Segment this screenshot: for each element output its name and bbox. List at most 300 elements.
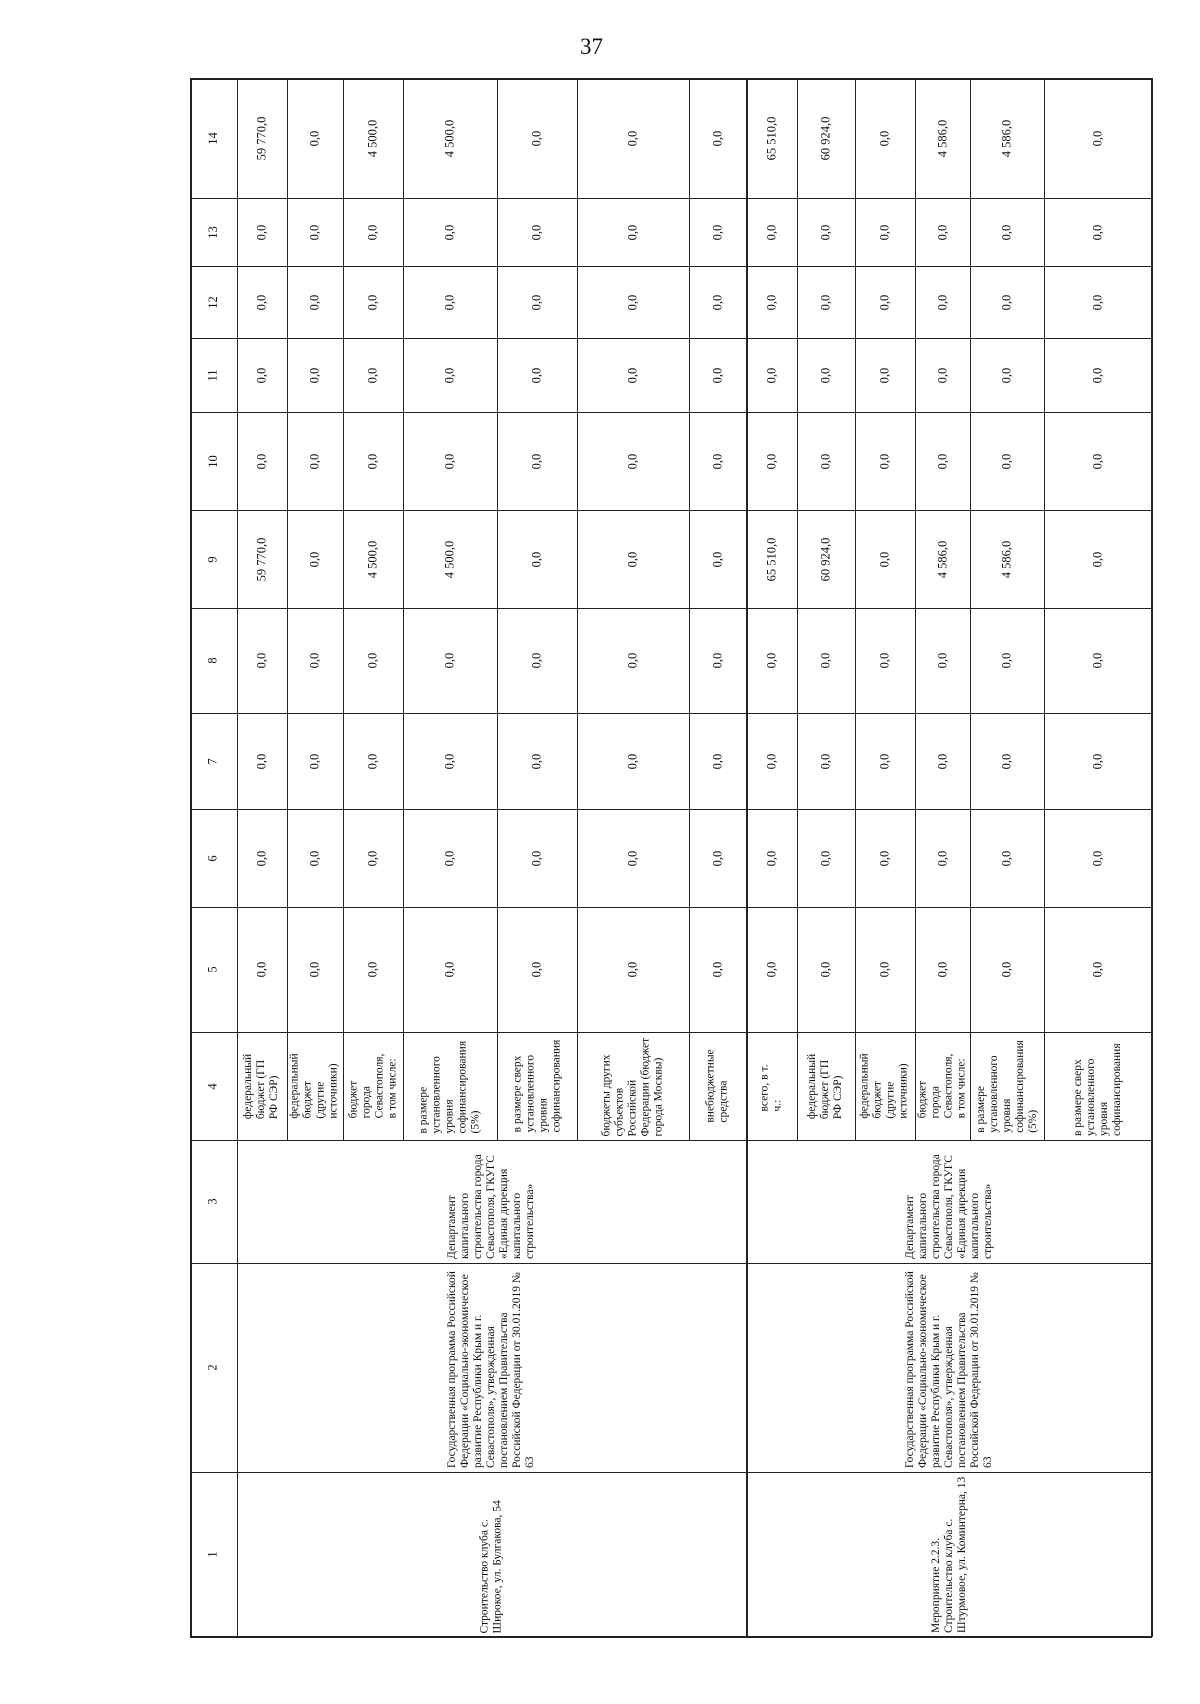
value-cell-text: 0,0	[529, 850, 544, 866]
value-cell	[237, 412, 287, 510]
activity-name-text: Мероприятие 2.2.3. Строительство клуба с. Штурмовое, ул. Коминтерна, 13	[929, 1476, 968, 1633]
value-cell-text: 0,0	[442, 961, 457, 978]
column-header-8-text: 8	[206, 657, 220, 664]
value-cell-text: 0,0	[818, 850, 833, 866]
value-cell-text: 0,0	[710, 753, 724, 769]
value-cell	[343, 809, 403, 907]
value-cell-text: 0,0	[877, 850, 892, 866]
value-cell-text: 0,0	[935, 294, 949, 310]
column-header-13	[190, 198, 237, 266]
value-cell-text: 0,0	[818, 753, 833, 769]
value-cell	[287, 713, 343, 809]
value-cell-text: 0,0	[999, 652, 1014, 669]
value-cell-text: 0,0	[1090, 294, 1105, 310]
value-cell	[1044, 809, 1152, 907]
value-cell-text: 0,0	[307, 294, 322, 310]
value-cell-text: 65 510,0	[764, 537, 778, 581]
value-cell-text: 0,0	[1090, 753, 1105, 769]
value-cell	[797, 510, 855, 608]
funding-source	[403, 1032, 497, 1140]
value-cell-text: 0,0	[307, 850, 322, 866]
value-cell	[855, 907, 915, 1032]
value-cell-text: 0,0	[442, 294, 457, 310]
value-cell-text: 0,0	[365, 850, 380, 866]
value-cell	[403, 78, 497, 198]
value-cell-text: 0,0	[710, 961, 724, 978]
value-cell-text: 0,0	[529, 224, 544, 240]
value-cell-text: 0,0	[529, 130, 544, 146]
value-cell	[689, 713, 746, 809]
value-cell	[343, 608, 403, 713]
funding-source-text: внебюджетные средства	[704, 1049, 730, 1123]
value-cell-text: 0,0	[764, 753, 778, 769]
value-cell	[577, 78, 689, 198]
value-cell-text: 0,0	[710, 850, 724, 866]
value-cell-text: 0,0	[935, 753, 949, 769]
value-cell	[577, 412, 689, 510]
value-cell-text: 0,0	[307, 224, 322, 240]
value-cell-text: 59 770,0	[254, 537, 269, 581]
value-cell	[855, 78, 915, 198]
value-cell-text: 0,0	[999, 367, 1014, 383]
value-cell	[343, 412, 403, 510]
column-header-3	[190, 1140, 237, 1263]
value-cell-text: 4 500,0	[365, 540, 380, 578]
value-cell-text: 0,0	[307, 753, 322, 769]
value-cell-text: 0,0	[625, 652, 640, 669]
value-cell	[915, 78, 970, 198]
value-cell	[855, 608, 915, 713]
funding-source	[287, 1032, 343, 1140]
value-cell-text: 0,0	[254, 453, 269, 469]
funding-source	[343, 1032, 403, 1140]
value-cell	[497, 78, 577, 198]
funding-source-text: федеральный бюджет (другие источники)	[289, 1053, 340, 1119]
program-name	[237, 1263, 746, 1472]
column-header-4-text: 4	[206, 1082, 220, 1090]
value-cell-text: 0,0	[818, 453, 833, 469]
column-header-14	[190, 78, 237, 198]
value-cell	[287, 266, 343, 338]
executor-name-text: Департамент капитального строительства города Севастополя, ГКУГС «Единая дирекция капитального строительства»	[903, 1154, 994, 1259]
value-cell	[403, 198, 497, 266]
program-name-text: Государственная программа Российской Федерации «Социально-экономическое развитие Республики Крым и г. Севастополя», утвержденная постановлением Правительства Российской Федерации от 30.01.2019 № 63	[446, 1271, 536, 1468]
value-cell	[970, 510, 1044, 608]
value-cell-text: 0,0	[254, 961, 269, 978]
value-cell-text: 0,0	[999, 961, 1014, 978]
value-cell-text: 0,0	[254, 224, 269, 240]
value-cell-text: 59 770,0	[254, 116, 269, 160]
column-header-11	[190, 338, 237, 412]
value-cell-text: 0,0	[529, 453, 544, 469]
column-header-7-text: 7	[206, 757, 220, 765]
value-cell	[403, 713, 497, 809]
value-cell-text: 0,0	[529, 294, 544, 310]
value-cell	[343, 266, 403, 338]
value-cell	[403, 266, 497, 338]
value-cell	[689, 608, 746, 713]
funding-source-text: федеральный бюджет (ГП РФ СЭР)	[242, 1053, 281, 1119]
column-header-7	[190, 713, 237, 809]
value-cell	[497, 412, 577, 510]
value-cell-text: 0,0	[625, 294, 640, 310]
value-cell	[403, 412, 497, 510]
value-cell	[855, 338, 915, 412]
value-cell-text: 0,0	[935, 961, 949, 978]
value-cell	[577, 608, 689, 713]
value-cell-text: 0,0	[935, 367, 949, 383]
value-cell-text: 0,0	[1090, 367, 1105, 383]
value-cell	[746, 608, 797, 713]
value-cell-text: 4 500,0	[442, 540, 457, 578]
value-cell	[915, 198, 970, 266]
column-header-6	[190, 809, 237, 907]
value-cell	[497, 907, 577, 1032]
value-cell-text: 0,0	[764, 652, 778, 669]
value-cell-text: 0,0	[877, 130, 892, 146]
value-cell-text: 0,0	[710, 130, 724, 146]
value-cell	[689, 510, 746, 608]
funding-source	[689, 1032, 746, 1140]
value-cell	[237, 198, 287, 266]
value-cell	[746, 809, 797, 907]
value-cell	[1044, 412, 1152, 510]
value-cell	[237, 78, 287, 198]
value-cell	[855, 510, 915, 608]
value-cell	[577, 907, 689, 1032]
value-cell	[797, 266, 855, 338]
value-cell-text: 0,0	[625, 961, 640, 978]
column-header-13-text: 13	[206, 225, 220, 239]
value-cell-text: 0,0	[999, 453, 1014, 469]
value-cell-text: 0,0	[710, 294, 724, 310]
column-header-10	[190, 412, 237, 510]
activity-name	[237, 1472, 746, 1637]
value-cell-text: 4 586,0	[935, 119, 949, 157]
value-cell-text: 0,0	[307, 961, 322, 978]
value-cell	[237, 510, 287, 608]
funding-source	[577, 1032, 689, 1140]
value-cell	[970, 907, 1044, 1032]
value-cell-text: 0,0	[710, 367, 724, 383]
value-cell	[689, 266, 746, 338]
value-cell	[403, 338, 497, 412]
value-cell	[970, 338, 1044, 412]
value-cell	[689, 78, 746, 198]
value-cell-text: 0,0	[442, 652, 457, 669]
value-cell	[577, 266, 689, 338]
value-cell-text: 0,0	[710, 652, 724, 669]
value-cell	[797, 907, 855, 1032]
funding-source-text: всего, в т. ч.:	[758, 1064, 784, 1112]
column-header-1-text: 1	[206, 1551, 220, 1558]
value-cell	[287, 78, 343, 198]
value-cell-text: 0,0	[935, 224, 949, 240]
value-cell	[237, 338, 287, 412]
value-cell	[915, 266, 970, 338]
value-cell-text: 0,0	[365, 294, 380, 310]
column-header-9	[190, 510, 237, 608]
value-cell	[746, 713, 797, 809]
value-cell-text: 0,0	[529, 551, 544, 567]
funding-source	[855, 1032, 915, 1140]
value-cell-text: 0,0	[877, 961, 892, 978]
value-cell	[497, 713, 577, 809]
value-cell-text: 0,0	[935, 850, 949, 866]
value-cell-text: 0,0	[254, 850, 269, 866]
value-cell-text: 4 586,0	[999, 119, 1014, 157]
column-header-12-text: 12	[206, 295, 220, 309]
value-cell	[343, 198, 403, 266]
value-cell-text: 0,0	[999, 294, 1014, 310]
column-header-3-text: 3	[206, 1198, 220, 1205]
value-cell	[855, 198, 915, 266]
value-cell	[689, 198, 746, 266]
value-cell	[577, 510, 689, 608]
program-name	[746, 1263, 1152, 1472]
value-cell-text: 0,0	[529, 652, 544, 669]
value-cell-text: 0,0	[442, 753, 457, 769]
page-number: 37	[580, 34, 603, 59]
value-cell	[746, 266, 797, 338]
value-cell-text: 0,0	[710, 551, 724, 567]
value-cell-text: 0,0	[877, 652, 892, 669]
funding-source-text: в размере установленного уровня софинансирования (5%)	[417, 1040, 482, 1133]
value-cell	[915, 412, 970, 510]
value-cell-text: 0,0	[764, 294, 778, 310]
value-cell-text: 0,0	[365, 453, 380, 469]
column-header-14-text: 14	[206, 131, 220, 145]
funding-source	[1044, 1032, 1152, 1140]
value-cell-text: 60 924,0	[818, 537, 833, 581]
column-header-6-text: 6	[206, 854, 220, 862]
value-cell	[403, 510, 497, 608]
value-cell	[797, 198, 855, 266]
program-name-text: Государственная программа Российской Федерации «Социально-экономическое развитие Республики Крым и г. Севастополя», утвержденная постановлением Правительства Российской Федерации от 30.01.2019 № 63	[903, 1271, 994, 1468]
value-cell-text: 0,0	[764, 367, 778, 383]
funding-source-text: бюджеты других субъектов Российской Федерации (бюджет города Москвы)	[600, 1037, 665, 1136]
column-header-5	[190, 907, 237, 1032]
value-cell-text: 0,0	[999, 753, 1014, 769]
funding-source-text: федеральный бюджет (другие источники)	[859, 1053, 910, 1119]
column-header-5-text: 5	[206, 966, 220, 973]
value-cell	[343, 907, 403, 1032]
value-cell-text: 0,0	[307, 551, 322, 567]
value-cell-text: 0,0	[254, 652, 269, 669]
value-cell-text: 0,0	[365, 224, 380, 240]
column-header-1	[190, 1472, 237, 1637]
value-cell	[497, 266, 577, 338]
value-cell-text: 0,0	[1090, 130, 1105, 146]
value-cell	[689, 907, 746, 1032]
value-cell-text: 0,0	[442, 224, 457, 240]
value-cell-text: 0,0	[764, 224, 778, 240]
value-cell	[746, 412, 797, 510]
value-cell	[797, 809, 855, 907]
value-cell-text: 0,0	[254, 294, 269, 310]
funding-source	[970, 1032, 1044, 1140]
value-cell-text: 0,0	[935, 652, 949, 669]
column-header-12	[190, 266, 237, 338]
value-cell	[970, 608, 1044, 713]
value-cell	[403, 907, 497, 1032]
value-cell-text: 0,0	[1090, 850, 1105, 866]
value-cell	[746, 198, 797, 266]
funding-source-text: в размере сверх установленного уровня софинансирования	[511, 1039, 562, 1133]
value-cell-text: 60 924,0	[818, 116, 833, 160]
value-cell-text: 0,0	[1090, 961, 1105, 978]
value-cell	[797, 608, 855, 713]
value-cell-text: 0,0	[1090, 224, 1105, 240]
value-cell-text: 0,0	[625, 453, 640, 469]
value-cell	[746, 907, 797, 1032]
value-cell	[797, 78, 855, 198]
value-cell	[497, 510, 577, 608]
value-cell	[1044, 907, 1152, 1032]
value-cell	[237, 809, 287, 907]
value-cell-text: 0,0	[625, 753, 640, 769]
value-cell	[287, 809, 343, 907]
value-cell-text: 0,0	[818, 961, 833, 978]
value-cell	[797, 412, 855, 510]
value-cell	[343, 338, 403, 412]
value-cell	[915, 907, 970, 1032]
value-cell	[287, 608, 343, 713]
value-cell	[915, 608, 970, 713]
activity-name	[746, 1472, 1152, 1637]
value-cell	[497, 608, 577, 713]
value-cell-text: 0,0	[365, 652, 380, 669]
value-cell	[237, 608, 287, 713]
funding-source	[797, 1032, 855, 1140]
value-cell	[343, 510, 403, 608]
activity-name-text: Строительство клуба с. Широкое, ул. Булгакова, 54	[478, 1499, 504, 1633]
funding-source-text: бюджет города Севастополя, в том числе:	[916, 1053, 968, 1119]
value-cell	[915, 338, 970, 412]
value-cell	[287, 412, 343, 510]
value-cell	[577, 338, 689, 412]
value-cell-text: 0,0	[999, 224, 1014, 240]
value-cell	[497, 338, 577, 412]
value-cell-text: 0,0	[935, 453, 949, 469]
value-cell	[970, 198, 1044, 266]
value-cell-text: 0,0	[999, 850, 1014, 866]
column-header-11-text: 11	[205, 368, 220, 382]
value-cell-text: 0,0	[307, 130, 322, 146]
value-cell	[1044, 266, 1152, 338]
value-cell-text: 0,0	[764, 453, 778, 469]
value-cell-text: 0,0	[818, 224, 833, 240]
value-cell	[970, 266, 1044, 338]
value-cell-text: 0,0	[1090, 453, 1105, 469]
value-cell	[497, 809, 577, 907]
column-header-10-text: 10	[206, 454, 220, 468]
value-cell-text: 0,0	[818, 367, 833, 383]
value-cell-text: 0,0	[1090, 652, 1105, 669]
funding-source-text: в размере сверх установленного уровня софинансирования	[1072, 1043, 1123, 1136]
column-header-4	[190, 1032, 237, 1140]
value-cell	[1044, 338, 1152, 412]
executor-name	[746, 1140, 1152, 1263]
executor-name-text: Департамент капитального строительства города Севастополя, ГКУГС «Единая дирекция капитального строительства»	[446, 1154, 536, 1259]
value-cell-text: 0,0	[764, 961, 778, 978]
value-cell	[577, 713, 689, 809]
value-cell-text: 0,0	[254, 753, 269, 769]
value-cell	[287, 907, 343, 1032]
value-cell	[343, 78, 403, 198]
value-cell-text: 0,0	[877, 294, 892, 310]
value-cell-text: 0,0	[625, 130, 640, 146]
column-header-2	[190, 1263, 237, 1472]
value-cell-text: 0,0	[365, 961, 380, 978]
value-cell	[237, 713, 287, 809]
value-cell-text: 0,0	[877, 753, 892, 769]
value-cell	[970, 809, 1044, 907]
funding-source-text: федеральный бюджет (ГП РФ СЭР)	[806, 1053, 845, 1119]
value-cell	[970, 713, 1044, 809]
value-cell-text: 0,0	[442, 367, 457, 383]
value-cell-text: 0,0	[625, 850, 640, 866]
value-cell	[577, 198, 689, 266]
funding-source	[237, 1032, 287, 1140]
value-cell	[287, 338, 343, 412]
value-cell	[915, 713, 970, 809]
value-cell-text: 0,0	[710, 453, 724, 469]
value-cell	[746, 510, 797, 608]
funding-source	[746, 1032, 797, 1140]
value-cell	[689, 338, 746, 412]
value-cell-text: 65 510,0	[764, 116, 778, 160]
value-cell	[577, 809, 689, 907]
value-cell-text: 0,0	[442, 850, 457, 866]
column-header-9-text: 9	[206, 555, 220, 563]
value-cell-text: 0,0	[710, 224, 724, 240]
value-cell-text: 0,0	[818, 294, 833, 310]
value-cell-text: 4 586,0	[935, 540, 949, 578]
value-cell	[915, 510, 970, 608]
value-cell-text: 0,0	[307, 367, 322, 383]
value-cell-text: 0,0	[877, 551, 892, 567]
value-cell-text: 0,0	[529, 753, 544, 769]
value-cell-text: 0,0	[625, 224, 640, 240]
column-header-2-text: 2	[206, 1364, 220, 1371]
value-cell-text: 0,0	[625, 551, 640, 567]
value-cell	[746, 338, 797, 412]
value-cell	[797, 713, 855, 809]
value-cell	[797, 338, 855, 412]
value-cell-text: 0,0	[818, 652, 833, 669]
value-cell-text: 0,0	[529, 961, 544, 978]
value-cell	[855, 412, 915, 510]
value-cell-text: 0,0	[1090, 551, 1105, 567]
value-cell-text: 0,0	[365, 753, 380, 769]
value-cell-text: 0,0	[529, 367, 544, 383]
value-cell	[343, 713, 403, 809]
value-cell	[497, 198, 577, 266]
funding-source-text: в размере установленного уровня софинансирования (5%)	[974, 1039, 1039, 1133]
value-cell	[855, 713, 915, 809]
value-cell	[403, 608, 497, 713]
value-cell	[689, 412, 746, 510]
value-cell	[1044, 510, 1152, 608]
value-cell-text: 0,0	[442, 453, 457, 469]
value-cell-text: 0,0	[307, 453, 322, 469]
value-cell	[855, 266, 915, 338]
value-cell-text: 0,0	[877, 453, 892, 469]
executor-name	[237, 1140, 746, 1263]
value-cell-text: 0,0	[877, 224, 892, 240]
value-cell-text: 0,0	[254, 367, 269, 383]
